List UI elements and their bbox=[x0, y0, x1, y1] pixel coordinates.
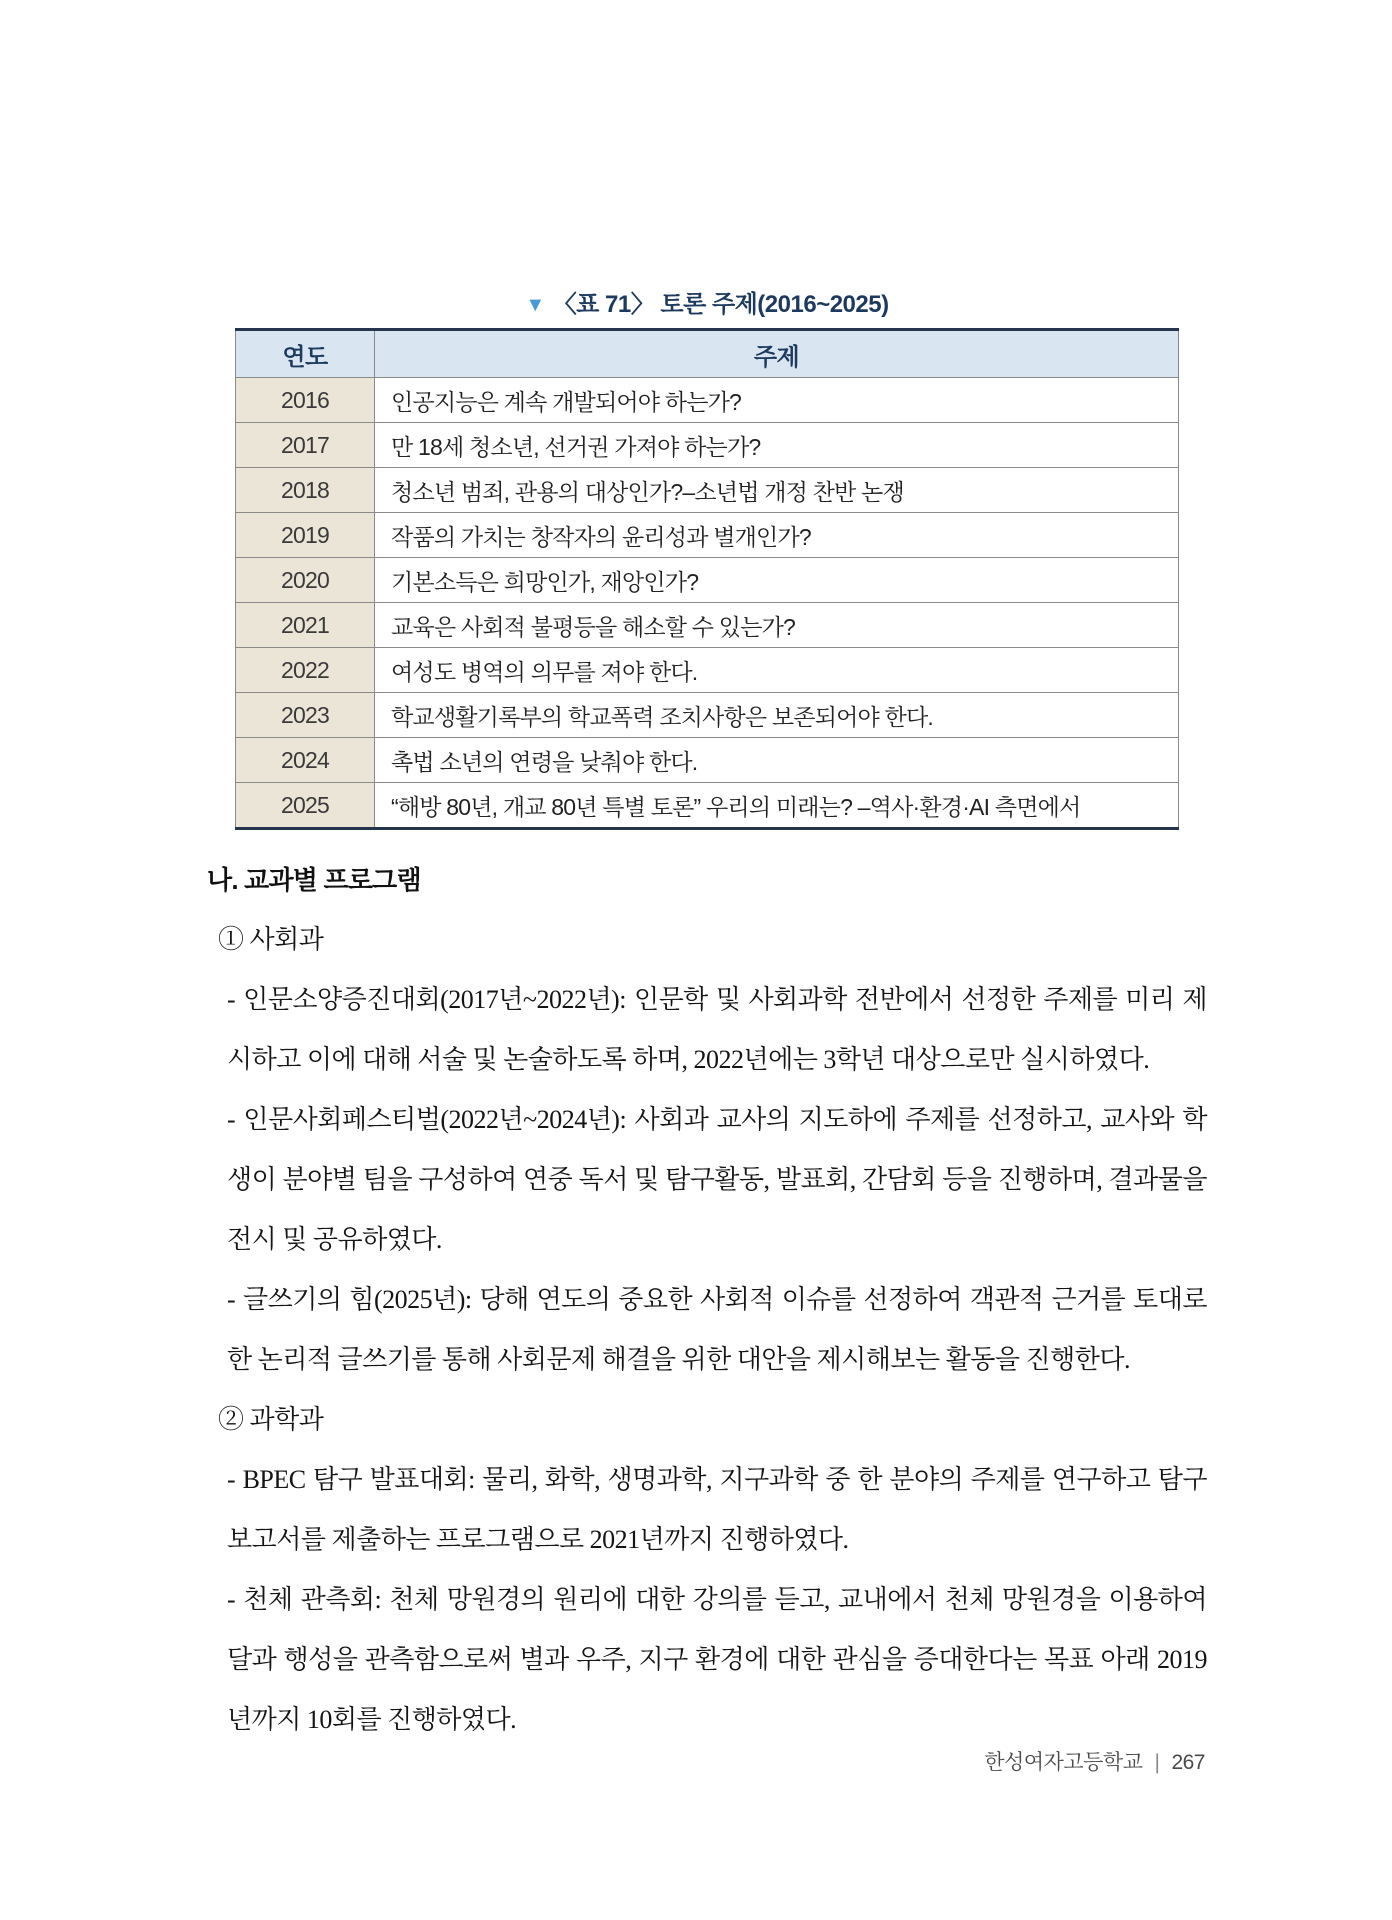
table-row bbox=[236, 378, 1179, 423]
table-cell-topic: 학교생활기록부의 학교폭력 조치사항은 보존되어야 한다. bbox=[375, 693, 1179, 738]
table-cell-topic: 기본소득은 희망인가, 재앙인가? bbox=[375, 558, 1179, 603]
footer-page-number: 267 bbox=[1171, 1751, 1205, 1774]
table-cell-topic: 여성도 병역의 의무를 져야 한다. bbox=[375, 648, 1179, 693]
program-entry: - 글쓰기의 힘(2025년): 당해 연도의 중요한 사회적 이슈를 선정하여 객관적 근거를 토대로 한 논리적 글쓰기를 통해 사회문제 해결을 위한 대안을 제시해보는 활동을 진행한다. bbox=[227, 1285, 1207, 1374]
table-cell-topic: 촉법 소년의 연령을 낮춰야 한다. bbox=[375, 738, 1179, 783]
programs-section bbox=[195, 850, 1207, 1750]
table-cell-topic: 교육은 사회적 불평등을 해소할 수 있는가? bbox=[375, 603, 1179, 648]
table-cell-year: 2021 bbox=[236, 603, 375, 648]
table-cell-topic: 청소년 범죄, 관용의 대상인가?–소년법 개정 찬반 논쟁 bbox=[375, 468, 1179, 513]
table-row bbox=[236, 783, 1179, 829]
column-header-topic: 주제 bbox=[375, 330, 1179, 378]
section-heading: 나. 교과별 프로그램 bbox=[207, 865, 421, 895]
table-row bbox=[236, 423, 1179, 468]
program-subject-heading: ② 과학과 bbox=[218, 1405, 324, 1434]
footer-divider: | bbox=[1154, 1751, 1160, 1774]
table-cell-topic: 인공지능은 계속 개발되어야 하는가? bbox=[375, 378, 1179, 423]
table-header-row bbox=[236, 330, 1179, 378]
footer-school-name: 한성여자고등학교 bbox=[984, 1751, 1143, 1774]
column-header-year: 연도 bbox=[236, 330, 375, 378]
table-row bbox=[236, 738, 1179, 783]
table-row bbox=[236, 558, 1179, 603]
table-caption bbox=[235, 284, 1179, 319]
program-list bbox=[195, 910, 1207, 1750]
table-cell-year: 2016 bbox=[236, 378, 375, 423]
table-cell-year: 2023 bbox=[236, 693, 375, 738]
table-row bbox=[236, 468, 1179, 513]
program-entry: - 인문사회페스티벌(2022년~2024년): 사회과 교사의 지도하에 주제를 선정하고, 교사와 학생이 분야별 팀을 구성하여 연중 독서 및 탐구활동, 발표회, 간담회 등을 진행하며, 결과물을 전시 및 공유하였다. bbox=[227, 1105, 1207, 1254]
program-entry: - BPEC 탐구 발표대회: 물리, 화학, 생명과학, 지구과학 중 한 분야의 주제를 연구하고 탐구보고서를 제출하는 프로그램으로 2021년까지 진행하였다. bbox=[227, 1465, 1207, 1554]
table-cell-topic: “해방 80년, 개교 80년 특별 토론” 우리의 미래는? –역사·환경·AI 측면에서 bbox=[375, 783, 1179, 829]
table-row bbox=[236, 603, 1179, 648]
table-cell-year: 2018 bbox=[236, 468, 375, 513]
program-subject-heading: ① 사회과 bbox=[218, 925, 324, 954]
table-caption-marker-icon: ▼ bbox=[525, 294, 545, 316]
table-row bbox=[236, 693, 1179, 738]
page-footer bbox=[195, 1746, 1205, 1776]
table-block bbox=[235, 284, 1179, 830]
table-cell-year: 2024 bbox=[236, 738, 375, 783]
table-cell-year: 2017 bbox=[236, 423, 375, 468]
program-entry: - 천체 관측회: 천체 망원경의 원리에 대한 강의를 듣고, 교내에서 천체 망원경을 이용하여 달과 행성을 관측함으로써 별과 우주, 지구 환경에 대한 관심을 증대한다는 목표 아래 2019년까지 10회를 진행하였다. bbox=[227, 1585, 1207, 1734]
table-cell-year: 2025 bbox=[236, 783, 375, 829]
table-row bbox=[236, 513, 1179, 558]
program-entry: - 인문소양증진대회(2017년~2022년): 인문학 및 사회과학 전반에서 선정한 주제를 미리 제시하고 이에 대해 서술 및 논술하도록 하며, 2022년에는 3학년 대상으로만 실시하였다. bbox=[227, 985, 1207, 1074]
debate-topics-table bbox=[235, 328, 1179, 830]
table-cell-year: 2019 bbox=[236, 513, 375, 558]
table-cell-topic: 만 18세 청소년, 선거권 가져야 하는가? bbox=[375, 423, 1179, 468]
table-cell-topic: 작품의 가치는 창작자의 윤리성과 별개인가? bbox=[375, 513, 1179, 558]
table-cell-year: 2022 bbox=[236, 648, 375, 693]
table-caption-text: 〈표 71〉 토론 주제(2016~2025) bbox=[552, 291, 889, 318]
table-row bbox=[236, 648, 1179, 693]
table-cell-year: 2020 bbox=[236, 558, 375, 603]
